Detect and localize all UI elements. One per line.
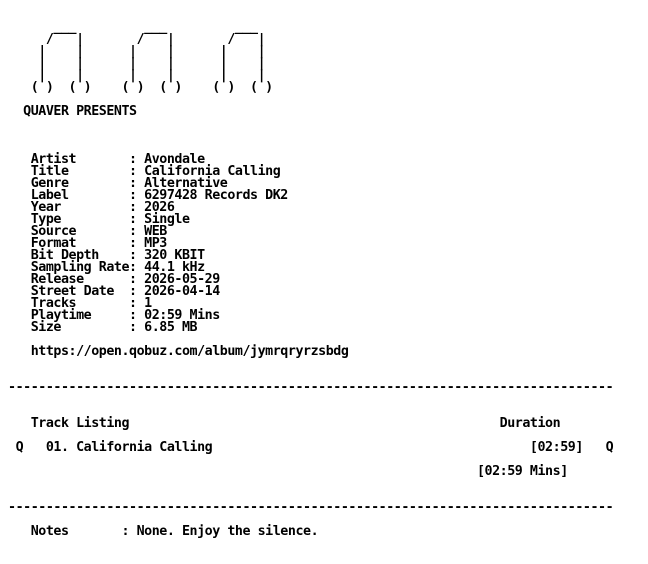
- track-row: Q 01. California Calling [02:59] Q: [8, 440, 614, 455]
- info-type: Type : Single: [8, 212, 190, 227]
- ascii-logo-line: | | | | | |: [8, 68, 266, 83]
- info-release: Release : 2026-05-29: [8, 272, 220, 287]
- info-label: Label : 6297428 Records DK2: [8, 188, 288, 203]
- separator-line: --------------------------------------------------------------------------------: [8, 500, 614, 515]
- ascii-logo-line: / | / | / |: [8, 32, 266, 47]
- blank-line: [8, 394, 613, 406]
- ascii-logo-line: | | | | | |: [8, 44, 266, 59]
- ascii-logo-line: ( ) ( ) ( ) ( ) ( ) ( ): [8, 80, 273, 95]
- info-bit-depth: Bit Depth : 320 KBIT: [8, 248, 205, 263]
- blank-line: [8, 358, 613, 370]
- info-tracks: Tracks : 1: [8, 296, 152, 311]
- info-size: Size : 6.85 MB: [8, 320, 198, 335]
- album-url: https://open.qobuz.com/album/jymrqryrzsbdg: [8, 344, 349, 359]
- ascii-logo-line: ___ ___ ___: [8, 20, 258, 35]
- info-genre: Genre : Alternative: [8, 176, 228, 191]
- info-playtime: Playtime : 02:59 Mins: [8, 308, 220, 323]
- blank-line: [8, 130, 613, 142]
- presenter-heading: QUAVER PRESENTS: [8, 104, 137, 119]
- nfo-document: [8, 10, 613, 538]
- total-duration: [02:59 Mins]: [8, 464, 568, 479]
- info-street-date: Street Date : 2026-04-14: [8, 284, 220, 299]
- info-artist: Artist : Avondale: [8, 152, 205, 167]
- notes-line: Notes : None. Enjoy the silence.: [8, 524, 319, 539]
- blank-line: [8, 118, 613, 130]
- info-format: Format : MP3: [8, 236, 167, 251]
- info-sampling-rate: Sampling Rate: 44.1 kHz: [8, 260, 205, 275]
- blank-line: [8, 478, 613, 490]
- info-source: Source : WEB: [8, 224, 167, 239]
- ascii-logo-line: | | | | | |: [8, 56, 266, 71]
- track-listing-header: Track Listing Duration: [8, 416, 561, 431]
- separator-line: --------------------------------------------------------------------------------: [8, 380, 614, 395]
- info-title: Title : California Calling: [8, 164, 281, 179]
- info-year: Year : 2026: [8, 200, 175, 215]
